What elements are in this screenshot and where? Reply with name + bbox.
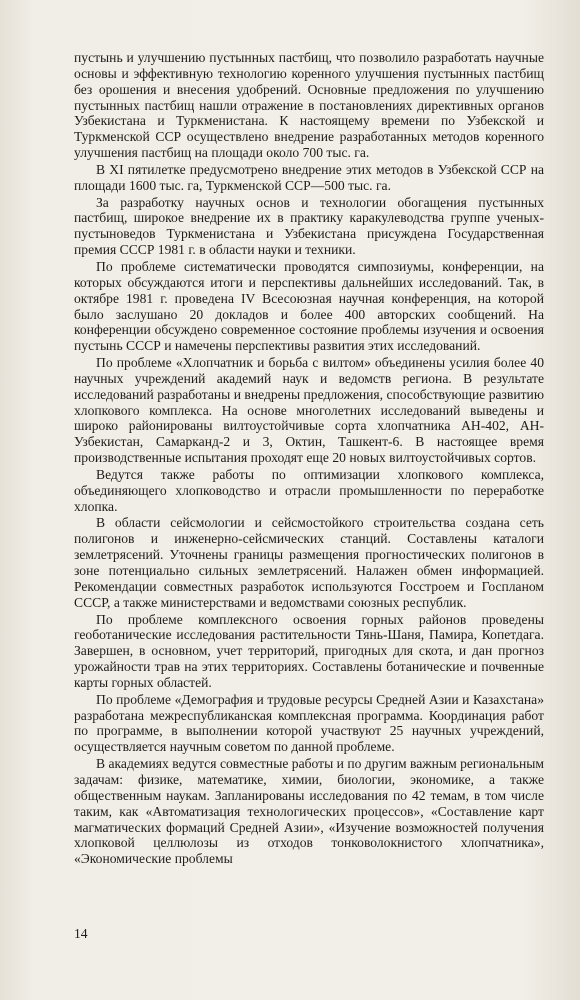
paragraph: За разработку научных основ и технологии обогащения пустынных пастбищ, широкое внедрение их в практику каракулеводства группе ученых-пустыноведов Туркменистана и Узбекистана присуждена Государственная премия СССР 1981 г. в области науки и техники. [74,194,544,258]
paragraph: По проблеме «Демография и трудовые ресурсы Средней Азии и Казахстана» разработана межреспубликанская комплексная программа. Координация работ по программе, в выполнении которой участвуют 25 научных учреждений, осуществляется научным советом по данной проблеме. [74,691,544,755]
body-text [74,50,544,867]
paragraph: В академиях ведутся совместные работы и по другим важным региональным задачам: физике, математике, химии, биологии, экономике, а также общественным наукам. Запланированы исследования по 42 темам, в том числе таким, как «Автоматизация технологических процессов», «Составление карт магматических формаций Средней Азии», «Изучение возможностей получения хлопковой целлюлозы из отходов тонковолокнистого хлопчатника», «Экономические проблемы [74,756,544,867]
paragraph: По проблеме «Хлопчатник и борьба с вилтом» объединены усилия более 40 научных учреждений академий наук и ведомств региона. В результате исследований разработаны и внедрены предложения, способствующие развитию хлопкового комплекса. На основе многолетних исследований выведены и широко районированы вилтоустойчивые сорта хлопчатника АН-402, АН-Узбекистан, Самарканд-2 и 3, Октин, Ташкент-6. В настоящее время производственные испытания проходят еще 20 новых вилтоустойчивых сортов. [74,355,544,466]
paragraph: По проблеме комплексного освоения горных районов проведены геоботанические исследования растительности Тянь-Шаня, Памира, Копетдага. Завершен, в основном, учет территорий, пригодных для скота, и дан прогноз урожайности трав на этих территориях. Составлены ботанические и почвенные карты горных областей. [74,611,544,690]
page-number: 14 [74,926,88,941]
paragraph: В области сейсмологии и сейсмостойкого строительства создана сеть полигонов и инженерно-сейсмических станций. Составлены каталоги землетрясений. Уточнены границы размещения прогностических полигонов в зоне потенциально сильных землетрясений. Налажен обмен информацией. Рекомендации совместных разработок используются Госстроем и Госпланом СССР, а также министерствами и ведомствами союзных республик. [74,515,544,610]
paragraph: Ведутся также работы по оптимизации хлопкового комплекса, объединяющего хлопководство и отрасли промышленности по переработке хлопка. [74,466,544,514]
paragraph: пустынь и улучшению пустынных пастбищ, что позволило разработать научные основы и эффективную технологию коренного улучшения пустынных пастбищ без орошения и внесения удобрений. Основные предложения по улучшению пустынных пастбищ нашли отражение в постановлениях директивных органов Узбекистана и Туркменистана. К настоящему времени по Узбекской и Туркменской ССР осуществлено внедрение разработанных методов коренного улучшения пастбищ на площади около 700 тыс. га. [74,50,544,161]
paragraph: По проблеме систематически проводятся симпозиумы, конференции, на которых обсуждаются итоги и перспективы дальнейших исследований. Так, в октябре 1981 г. проведена IV Всесоюзная научная конференция, на которой было заслушано 20 докладов и более 400 авторских сообщений. На конференции обсуждено современное состояние проблемы изучения и освоения пустынь СССР и намечены перспективы развития этих исследований. [74,258,544,354]
paragraph: В XI пятилетке предусмотрено внедрение этих методов в Узбекской ССР на площади 1600 тыс. га, Туркменской ССР—500 тыс. га. [74,161,544,193]
